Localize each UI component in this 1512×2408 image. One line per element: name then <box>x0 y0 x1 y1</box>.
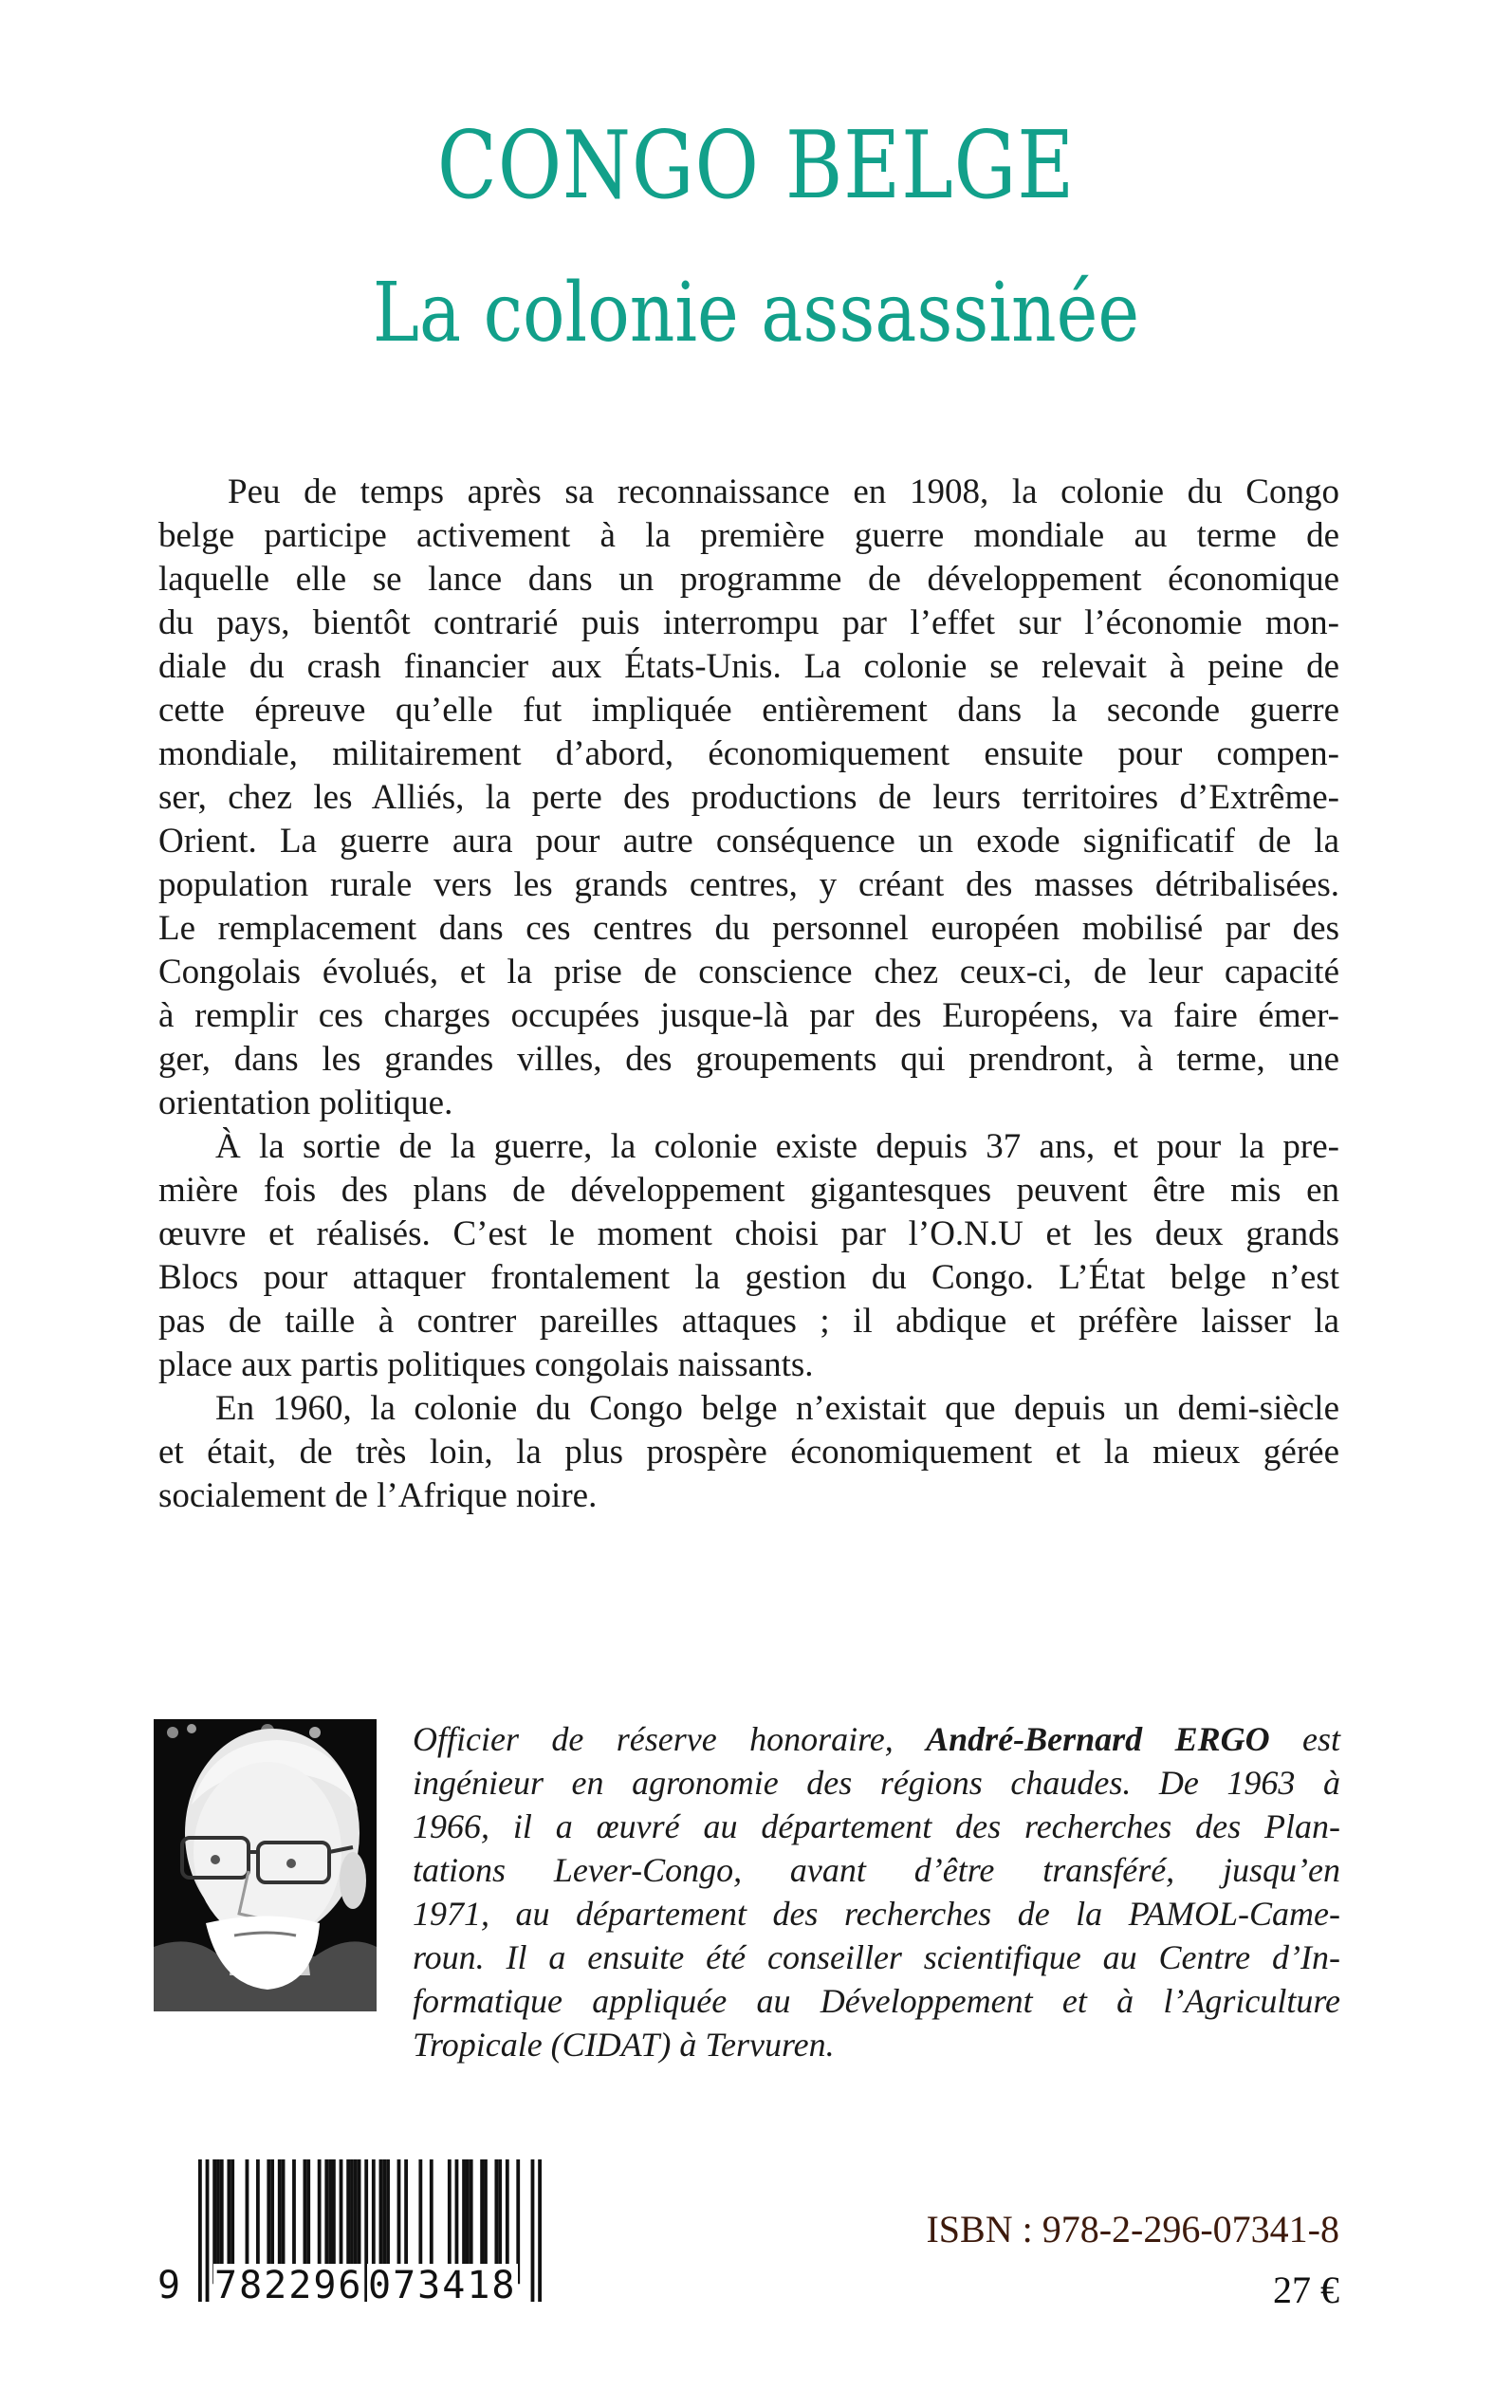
summary-line: place aux partis politiques congolais naissants. <box>158 1345 814 1384</box>
summary-line: Peu de temps après sa reconnaissance en 1908, la colonie du Congo <box>228 472 1339 511</box>
price: 27 € <box>1273 2269 1339 2311</box>
bio-suffix: est <box>1269 1720 1340 1758</box>
back-cover-summary <box>158 471 1339 1518</box>
bio-line: 1966, il a œuvré au département des recherches des Plan- <box>413 1807 1340 1845</box>
book-subtitle: La colonie assassinée <box>372 266 1140 361</box>
author-portrait-icon <box>154 1719 377 2011</box>
bio-line <box>413 1717 1340 1761</box>
bio-line: formatique appliquée au Développement et à l’Agriculture <box>413 1982 1340 2020</box>
barcode-digits-left: 782296 <box>214 2264 363 2307</box>
summary-line: orientation politique. <box>158 1084 453 1122</box>
bio-line: tations Lever-Congo, avant d’être transféré, jusqu’en <box>413 1851 1340 1889</box>
bio-line: Tropicale (CIDAT) à Tervuren. <box>413 2026 835 2064</box>
bio-line: 1971, au département des recherches de la PAMOL-Came- <box>413 1895 1340 1933</box>
summary-line: pas de taille à contrer pareilles attaques ; il abdique et préfère laisser la <box>158 1302 1339 1341</box>
summary-line: Congolais évolués, et la prise de conscience chez ceux-ci, de leur capacité <box>158 953 1339 991</box>
summary-line: laquelle elle se lance dans un programme de développement économique <box>158 560 1339 599</box>
summary-line: œuvre et réalisés. C’est le moment choisi par l’O.N.U et les deux grands <box>158 1214 1339 1253</box>
author-bio <box>413 1717 1340 2066</box>
summary-line: Le remplacement dans ces centres du personnel européen mobilisé par des <box>158 909 1339 948</box>
summary-line: à remplir ces charges occupées jusque-là par des Européens, va faire émer- <box>158 996 1339 1035</box>
summary-line: mière fois des plans de développement gigantesques peuvent être mis en <box>158 1171 1339 1210</box>
summary-line: et était, de très loin, la plus prospère économiquement et la mieux gérée <box>158 1433 1339 1472</box>
summary-line: ser, chez les Alliés, la perte des productions de leurs territoires d’Extrême- <box>158 778 1339 817</box>
summary-line: cette épreuve qu’elle fut impliquée entièrement dans la seconde guerre <box>158 691 1339 730</box>
bio-line: roun. Il a ensuite été conseiller scientifique au Centre d’In- <box>413 1938 1340 1976</box>
summary-line: mondiale, militairement d’abord, économiquement ensuite pour compen- <box>158 734 1339 773</box>
summary-line: ger, dans les grandes villes, des groupements qui prendront, à terme, une <box>158 1040 1339 1079</box>
summary-line: À la sortie de la guerre, la colonie existe depuis 37 ans, et pour la pre- <box>215 1127 1339 1166</box>
barcode-digits-right: 073418 <box>368 2264 517 2307</box>
author-name: André-Bernard ERGO <box>926 1720 1270 1758</box>
summary-line: En 1960, la colonie du Congo belge n’existait que depuis un demi-siècle <box>215 1389 1339 1428</box>
summary-line: socialement de l’Afrique noire. <box>158 1476 598 1515</box>
summary-line: population rurale vers les grands centres, y créant des masses détribalisées. <box>158 865 1339 904</box>
summary-line: Blocs pour attaquer frontalement la gestion du Congo. L’État belge n’est <box>158 1258 1339 1297</box>
summary-line: diale du crash financier aux États-Unis. La colonie se relevait à peine de <box>158 647 1339 686</box>
summary-line: belge participe activement à la première guerre mondiale au terme de <box>158 516 1339 555</box>
bio-prefix: Officier de réserve honoraire, <box>413 1720 927 1758</box>
bio-line: ingénieur en agronomie des régions chaudes. De 1963 à <box>413 1764 1340 1802</box>
isbn: ISBN : 978-2-296-07341-8 <box>926 2208 1339 2251</box>
summary-line: Orient. La guerre aura pour autre conséquence un exode significatif de la <box>158 822 1339 861</box>
barcode-digit-lead: 9 <box>157 2264 181 2307</box>
author-photo <box>154 1719 377 2011</box>
summary-line: du pays, bientôt contrarié puis interrompu par l’effet sur l’économie mon- <box>158 603 1339 642</box>
book-title: CONGO BELGE <box>436 112 1076 220</box>
